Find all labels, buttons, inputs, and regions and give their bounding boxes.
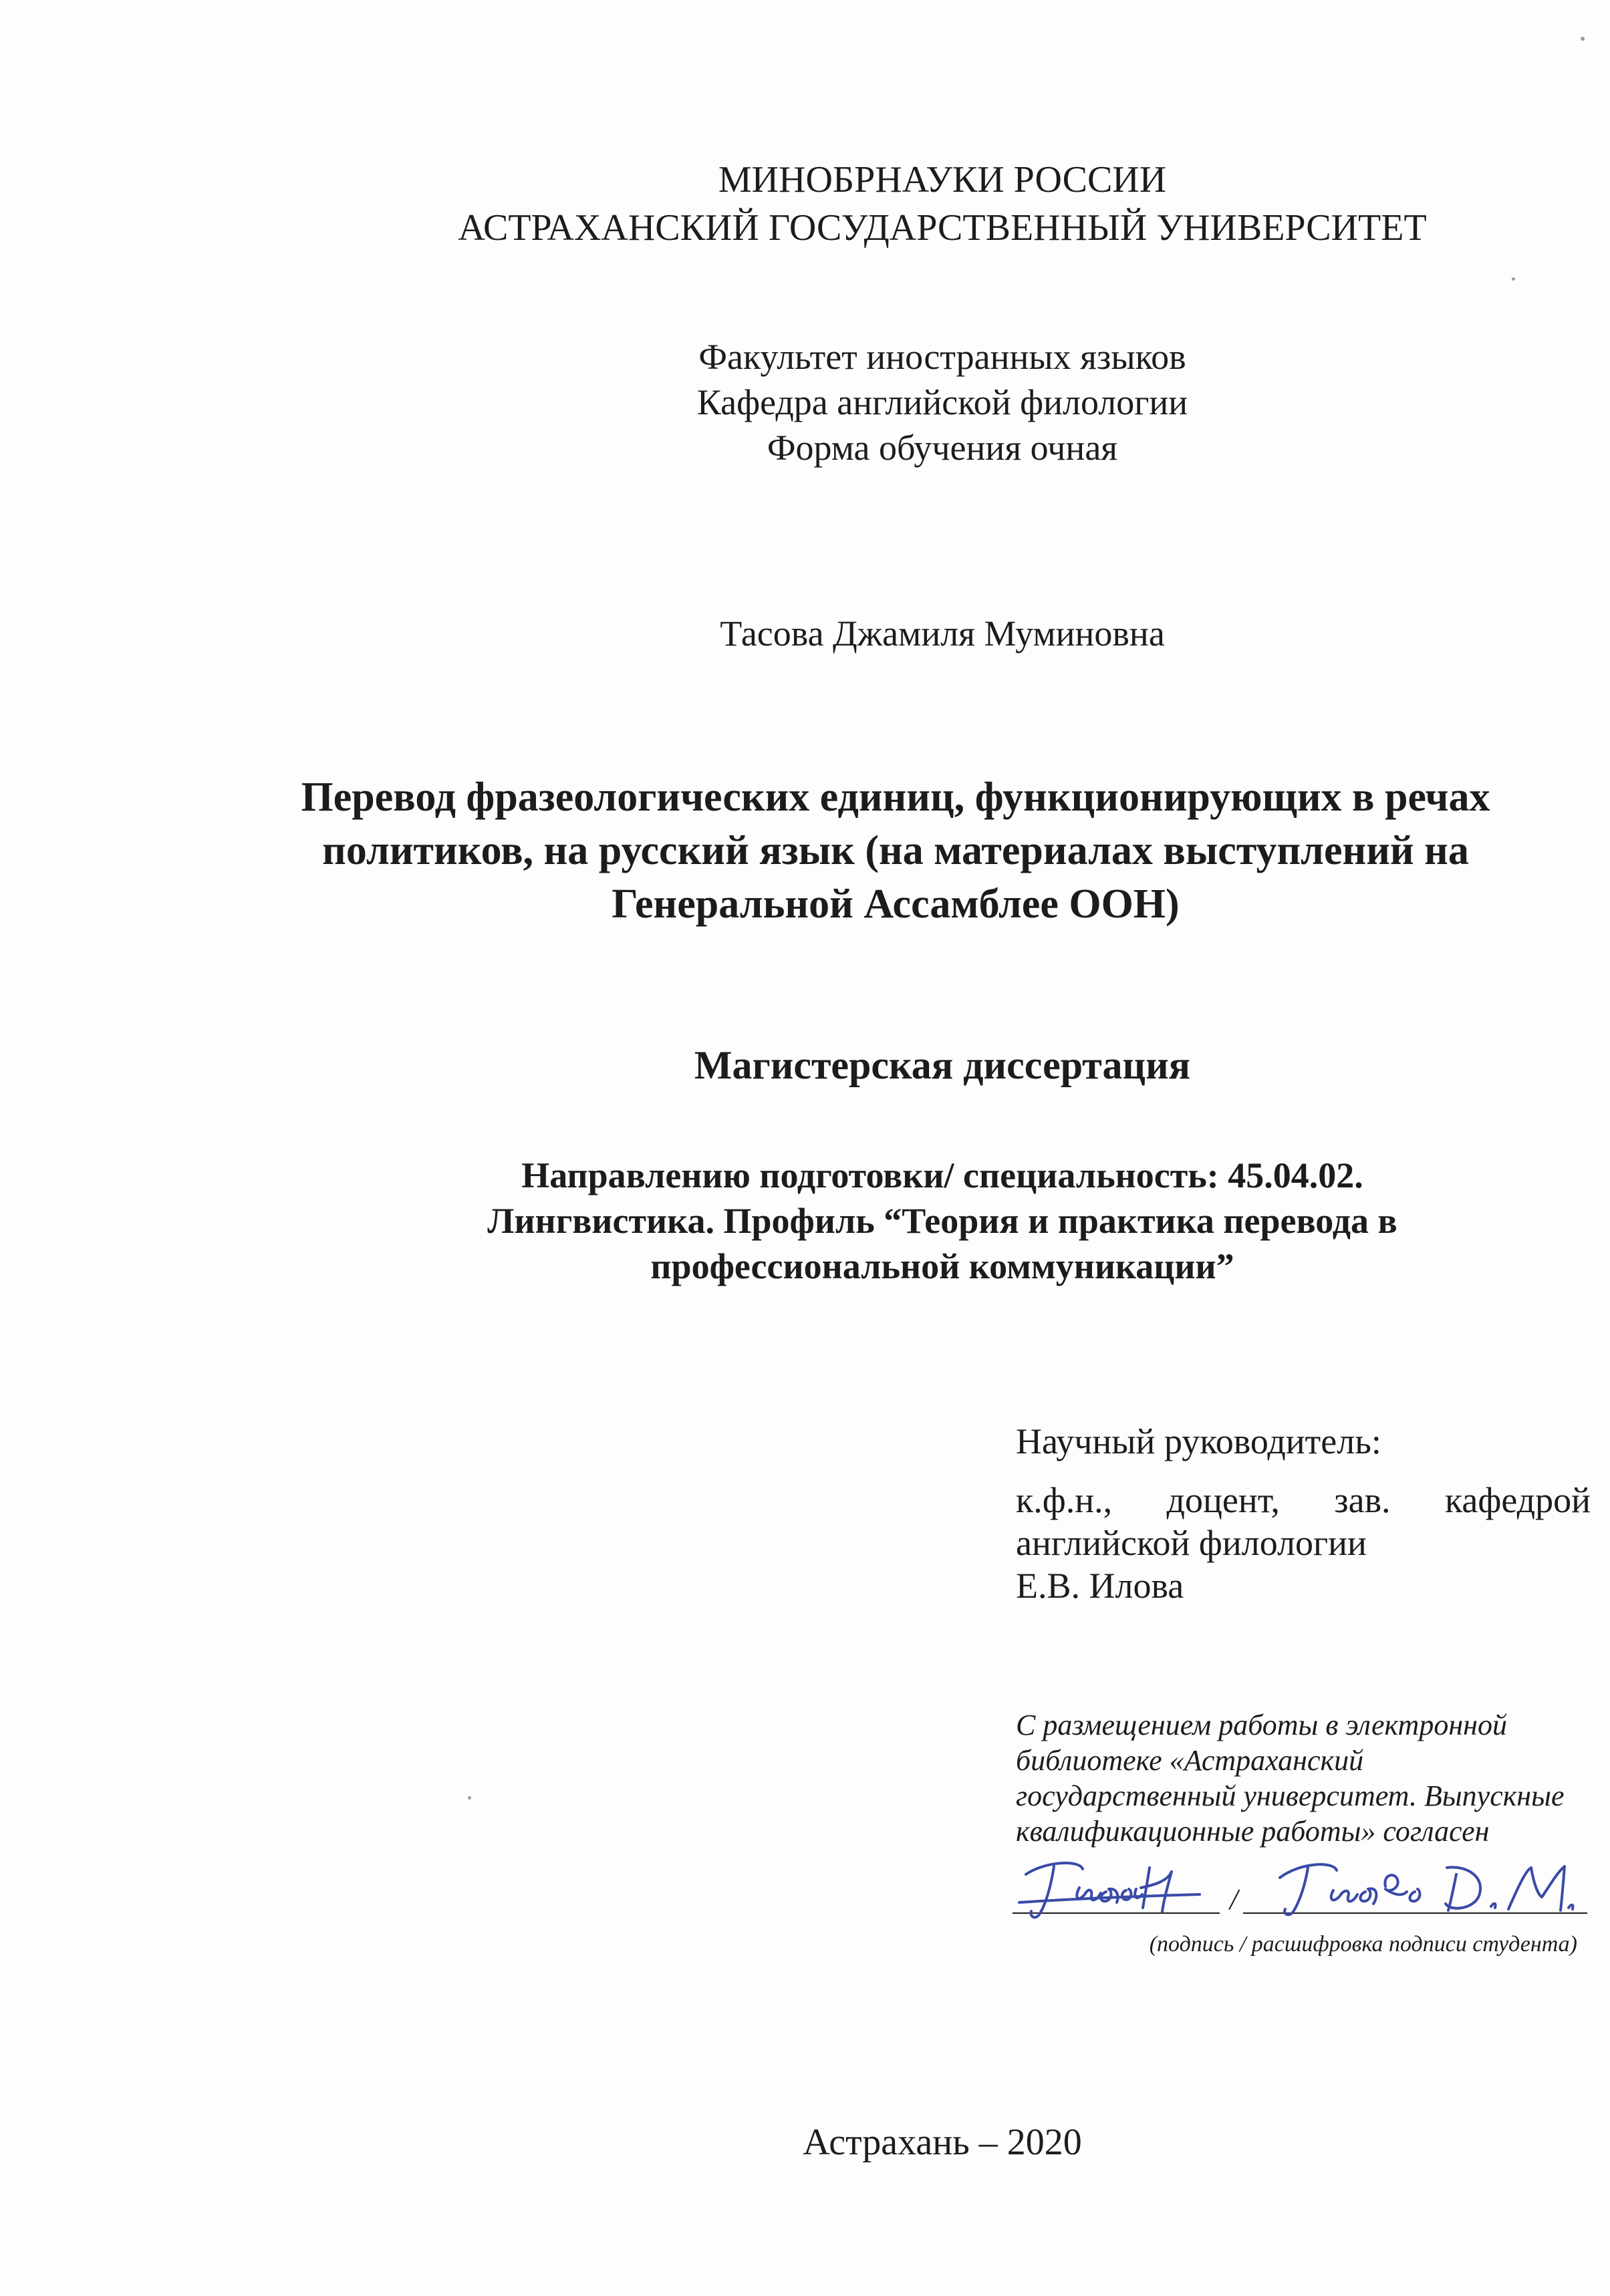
study-direction-line: профессиональной коммуникации” — [650, 1246, 1234, 1286]
student-full-name: Тасова Джамиля Муминовна — [720, 613, 1165, 654]
institution-header — [0, 156, 1610, 252]
thesis-title-line: политиков, на русский язык (на материалах выступлений на — [322, 828, 1469, 873]
signature-row — [999, 1848, 1591, 1921]
study-direction-line: Направлению подготовки/ специальность: 45.04.02. — [521, 1155, 1363, 1195]
university-name: АСТРАХАНСКИЙ ГОСУДАРСТВЕННЫЙ УНИВЕРСИТЕТ — [458, 207, 1427, 249]
work-type-label: Магистерская диссертация — [694, 1043, 1191, 1087]
city-year: Астрахань – 2020 — [803, 2122, 1082, 2163]
consent-line: библиотеке «Астраханский — [1016, 1744, 1364, 1777]
publication-consent — [1016, 1707, 1591, 1849]
thesis-title — [0, 770, 1610, 931]
consent-line: С размещением работы в электронной — [1016, 1709, 1507, 1741]
scan-speck — [1581, 37, 1585, 41]
scan-speck — [468, 1796, 471, 1800]
footer — [0, 2118, 1610, 2166]
scan-speck — [1512, 277, 1515, 281]
supervisor-block — [1016, 1420, 1591, 1607]
department-name: Кафедра английской филологии — [696, 382, 1188, 422]
consent-line: государственный университет. Выпускные — [1016, 1779, 1565, 1812]
study-direction — [0, 1153, 1610, 1289]
supervisor-heading: Научный руководитель: — [1016, 1421, 1381, 1461]
signature-caption: (подпись / расшифровка подписи студента) — [1149, 1932, 1577, 1957]
handwritten-signature — [1019, 1863, 1573, 1917]
student-name — [0, 609, 1610, 658]
faculty-block — [0, 334, 1610, 470]
supervisor-name: Е.В. Илова — [1016, 1566, 1184, 1606]
study-form: Форма обучения очная — [767, 428, 1118, 468]
study-direction-line: Лингвистика. Профиль “Теория и практика перевода в — [487, 1201, 1397, 1241]
thesis-title-line: Генеральной Ассамблее ООН) — [612, 881, 1180, 927]
ministry-name: МИНОБРНАУКИ РОССИИ — [718, 159, 1167, 200]
signature-svg — [999, 1848, 1591, 1921]
work-type — [0, 1041, 1610, 1089]
supervisor-position: к.ф.н., доцент, зав. кафедрой — [1016, 1480, 1591, 1520]
supervisor-department: английской филологии — [1016, 1523, 1367, 1563]
faculty-name: Факультет иностранных языков — [698, 337, 1186, 377]
consent-line: квалификационные работы» согласен — [1016, 1815, 1490, 1848]
thesis-title-line: Перевод фразеологических единиц, функционирующих в речах — [301, 774, 1490, 820]
signature-separator: / — [1230, 1883, 1238, 1916]
